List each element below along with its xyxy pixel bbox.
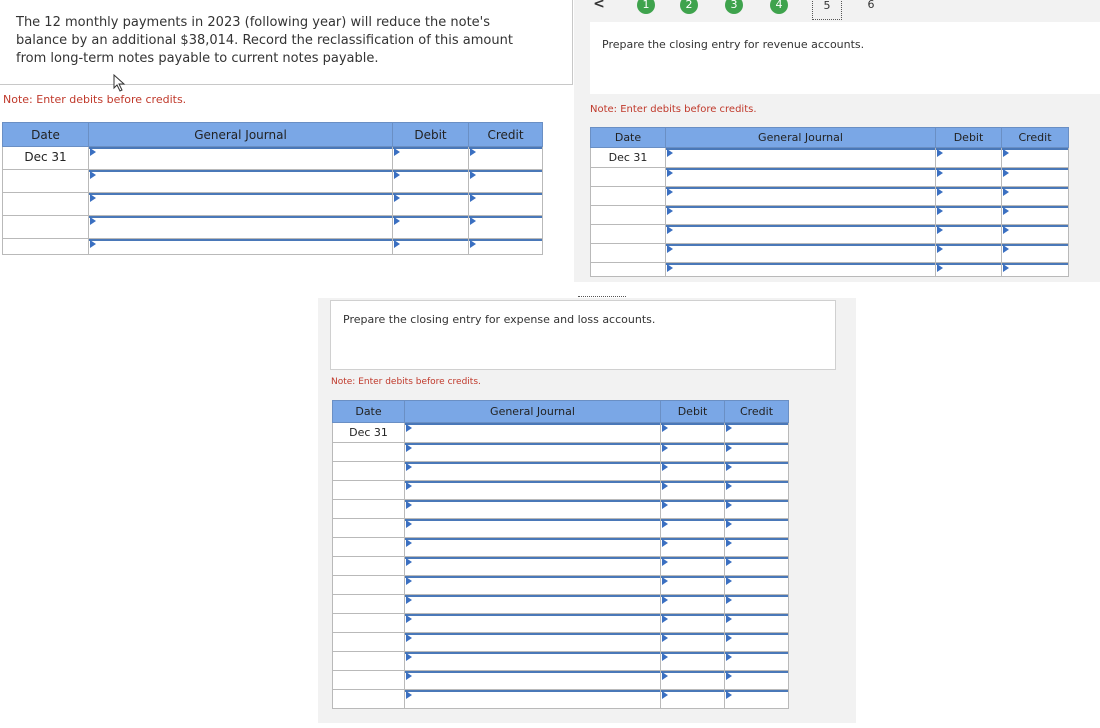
date-cell — [591, 168, 666, 187]
table-row — [591, 263, 1069, 277]
date-cell — [333, 614, 405, 633]
table-row — [333, 557, 789, 576]
credit-input[interactable] — [1002, 187, 1068, 189]
header-date: Date — [3, 123, 89, 147]
journal-table-2 — [590, 127, 1069, 277]
date-cell: Dec 31 — [333, 423, 405, 443]
debit-input[interactable] — [393, 193, 468, 195]
debit-input[interactable] — [661, 481, 724, 483]
instruction-box-1 — [0, 0, 573, 85]
credit-input[interactable] — [725, 671, 788, 673]
account-input[interactable] — [405, 614, 660, 616]
debit-input[interactable] — [661, 576, 724, 578]
credit-input[interactable] — [725, 576, 788, 578]
credit-input[interactable] — [725, 538, 788, 540]
table-row — [591, 244, 1069, 263]
credit-input[interactable] — [1002, 206, 1068, 208]
credit-input[interactable] — [725, 652, 788, 654]
table-row — [591, 168, 1069, 187]
account-input[interactable] — [666, 168, 935, 170]
page-6-button[interactable]: 6 — [867, 0, 875, 11]
account-input[interactable] — [405, 500, 660, 502]
account-input[interactable] — [89, 170, 392, 172]
credit-input[interactable] — [469, 147, 542, 149]
header-general-journal: General Journal — [405, 401, 661, 423]
header-date: Date — [333, 401, 405, 423]
debit-input[interactable] — [661, 462, 724, 464]
table-row — [333, 519, 789, 538]
account-input[interactable] — [405, 462, 660, 464]
page-1-button[interactable]: 1 — [637, 0, 655, 14]
instruction-text-1: The 12 monthly payments in 2023 (following year) will reduce the note's balance by an additional $38,014. Record the reclassification of this amount from long-term notes payable to current notes payable. — [16, 15, 513, 66]
header-general-journal: General Journal — [89, 123, 393, 147]
date-cell: Dec 31 — [3, 147, 89, 170]
account-input[interactable] — [405, 595, 660, 597]
date-cell — [591, 263, 666, 277]
date-cell — [591, 206, 666, 225]
page-4-button[interactable]: 4 — [770, 0, 788, 14]
date-cell — [333, 443, 405, 462]
debit-input[interactable] — [936, 168, 1001, 170]
pagination — [590, 0, 890, 20]
credit-input[interactable] — [469, 239, 542, 241]
date-cell — [333, 557, 405, 576]
account-input[interactable] — [89, 147, 392, 149]
account-input[interactable] — [89, 193, 392, 195]
table-row — [333, 538, 789, 557]
dotted-divider — [578, 296, 626, 297]
credit-input[interactable] — [725, 481, 788, 483]
note-text-1: Note: Enter debits before credits. — [3, 93, 187, 106]
account-input[interactable] — [405, 690, 660, 692]
account-input[interactable] — [666, 148, 935, 150]
table-row — [333, 614, 789, 633]
table-header-row — [3, 123, 543, 147]
date-cell — [591, 225, 666, 244]
instruction-text-2: Prepare the closing entry for revenue accounts. — [602, 38, 865, 51]
page-2-button[interactable]: 2 — [680, 0, 698, 14]
credit-input[interactable] — [725, 443, 788, 445]
date-cell — [333, 690, 405, 709]
credit-input[interactable] — [725, 519, 788, 521]
header-general-journal: General Journal — [666, 128, 936, 148]
table-row — [333, 633, 789, 652]
account-input[interactable] — [405, 443, 660, 445]
account-input[interactable] — [405, 519, 660, 521]
credit-input[interactable] — [1002, 225, 1068, 227]
credit-input[interactable] — [1002, 148, 1068, 150]
credit-input[interactable] — [1002, 168, 1068, 170]
debit-input[interactable] — [661, 595, 724, 597]
header-credit: Credit — [725, 401, 789, 423]
account-input[interactable] — [405, 538, 660, 540]
date-cell — [3, 193, 89, 216]
date-cell — [591, 244, 666, 263]
debit-input[interactable] — [936, 263, 1001, 265]
page-5-button[interactable]: 5 — [812, 0, 842, 20]
page-3-button[interactable]: 3 — [725, 0, 743, 14]
account-input[interactable] — [89, 216, 392, 218]
debit-input[interactable] — [661, 519, 724, 521]
account-input[interactable] — [666, 187, 935, 189]
date-cell — [333, 633, 405, 652]
header-credit: Credit — [1002, 128, 1069, 148]
credit-input[interactable] — [725, 595, 788, 597]
credit-input[interactable] — [725, 462, 788, 464]
table-row — [3, 216, 543, 239]
account-input[interactable] — [666, 263, 935, 265]
instruction-text-3: Prepare the closing entry for expense and loss accounts. — [343, 313, 656, 326]
account-input[interactable] — [405, 671, 660, 673]
prev-page-button[interactable]: < — [593, 0, 605, 12]
account-input[interactable] — [666, 225, 935, 227]
debit-input[interactable] — [661, 538, 724, 540]
debit-input[interactable] — [661, 652, 724, 654]
debit-input[interactable] — [661, 500, 724, 502]
credit-input[interactable] — [725, 633, 788, 635]
table-row — [333, 481, 789, 500]
debit-input[interactable] — [936, 148, 1001, 150]
table-row — [333, 423, 789, 443]
account-input[interactable] — [405, 557, 660, 559]
table-row — [333, 500, 789, 519]
debit-input[interactable] — [936, 244, 1001, 246]
date-cell — [333, 481, 405, 500]
credit-input[interactable] — [1002, 263, 1068, 265]
credit-input[interactable] — [469, 193, 542, 195]
date-cell — [3, 170, 89, 193]
account-input[interactable] — [89, 239, 392, 241]
note-text-2: Note: Enter debits before credits. — [590, 104, 757, 115]
table-row — [3, 147, 543, 170]
account-input[interactable] — [405, 481, 660, 483]
date-cell — [3, 216, 89, 239]
table-row — [3, 239, 543, 255]
table-row — [591, 206, 1069, 225]
debit-input[interactable] — [661, 423, 724, 425]
table-row — [333, 652, 789, 671]
instruction-box-3 — [330, 300, 836, 370]
header-debit: Debit — [661, 401, 725, 423]
debit-input[interactable] — [936, 206, 1001, 208]
credit-input[interactable] — [1002, 244, 1068, 246]
table-row — [333, 443, 789, 462]
credit-input[interactable] — [469, 170, 542, 172]
account-input[interactable] — [405, 652, 660, 654]
table-row — [3, 170, 543, 193]
header-credit: Credit — [469, 123, 543, 147]
account-input[interactable] — [405, 423, 660, 425]
debit-input[interactable] — [393, 147, 468, 149]
header-debit: Debit — [936, 128, 1002, 148]
table-row — [333, 462, 789, 481]
table-row — [591, 225, 1069, 244]
debit-input[interactable] — [661, 633, 724, 635]
table-row — [591, 148, 1069, 168]
debit-input[interactable] — [936, 187, 1001, 189]
credit-input[interactable] — [725, 423, 788, 425]
date-cell — [333, 652, 405, 671]
date-cell — [333, 671, 405, 690]
note-text-3: Note: Enter debits before credits. — [331, 377, 481, 387]
account-input[interactable] — [405, 576, 660, 578]
table-row — [333, 576, 789, 595]
instruction-box-2 — [590, 22, 1100, 94]
table-header-row — [591, 128, 1069, 148]
account-input[interactable] — [666, 206, 935, 208]
table-row — [3, 193, 543, 216]
debit-input[interactable] — [393, 216, 468, 218]
credit-input[interactable] — [725, 614, 788, 616]
table-row — [333, 671, 789, 690]
credit-input[interactable] — [725, 690, 788, 692]
credit-input[interactable] — [725, 557, 788, 559]
account-input[interactable] — [405, 633, 660, 635]
date-cell: Dec 31 — [591, 148, 666, 168]
date-cell — [333, 538, 405, 557]
debit-input[interactable] — [661, 690, 724, 692]
table-row — [333, 690, 789, 709]
table-header-row — [333, 401, 789, 423]
debit-input[interactable] — [661, 671, 724, 673]
debit-input[interactable] — [393, 239, 468, 241]
debit-input[interactable] — [661, 557, 724, 559]
debit-input[interactable] — [661, 614, 724, 616]
date-cell — [333, 595, 405, 614]
table-row — [333, 595, 789, 614]
header-debit: Debit — [393, 123, 469, 147]
account-input[interactable] — [666, 244, 935, 246]
credit-input[interactable] — [725, 500, 788, 502]
header-date: Date — [591, 128, 666, 148]
debit-input[interactable] — [936, 225, 1001, 227]
table-row — [591, 187, 1069, 206]
date-cell — [3, 239, 89, 255]
date-cell — [333, 519, 405, 538]
journal-table-1 — [2, 122, 543, 255]
journal-table-3 — [332, 400, 789, 709]
debit-input[interactable] — [393, 170, 468, 172]
date-cell — [333, 500, 405, 519]
debit-input[interactable] — [661, 443, 724, 445]
date-cell — [333, 576, 405, 595]
credit-input[interactable] — [469, 216, 542, 218]
date-cell — [333, 462, 405, 481]
date-cell — [591, 187, 666, 206]
